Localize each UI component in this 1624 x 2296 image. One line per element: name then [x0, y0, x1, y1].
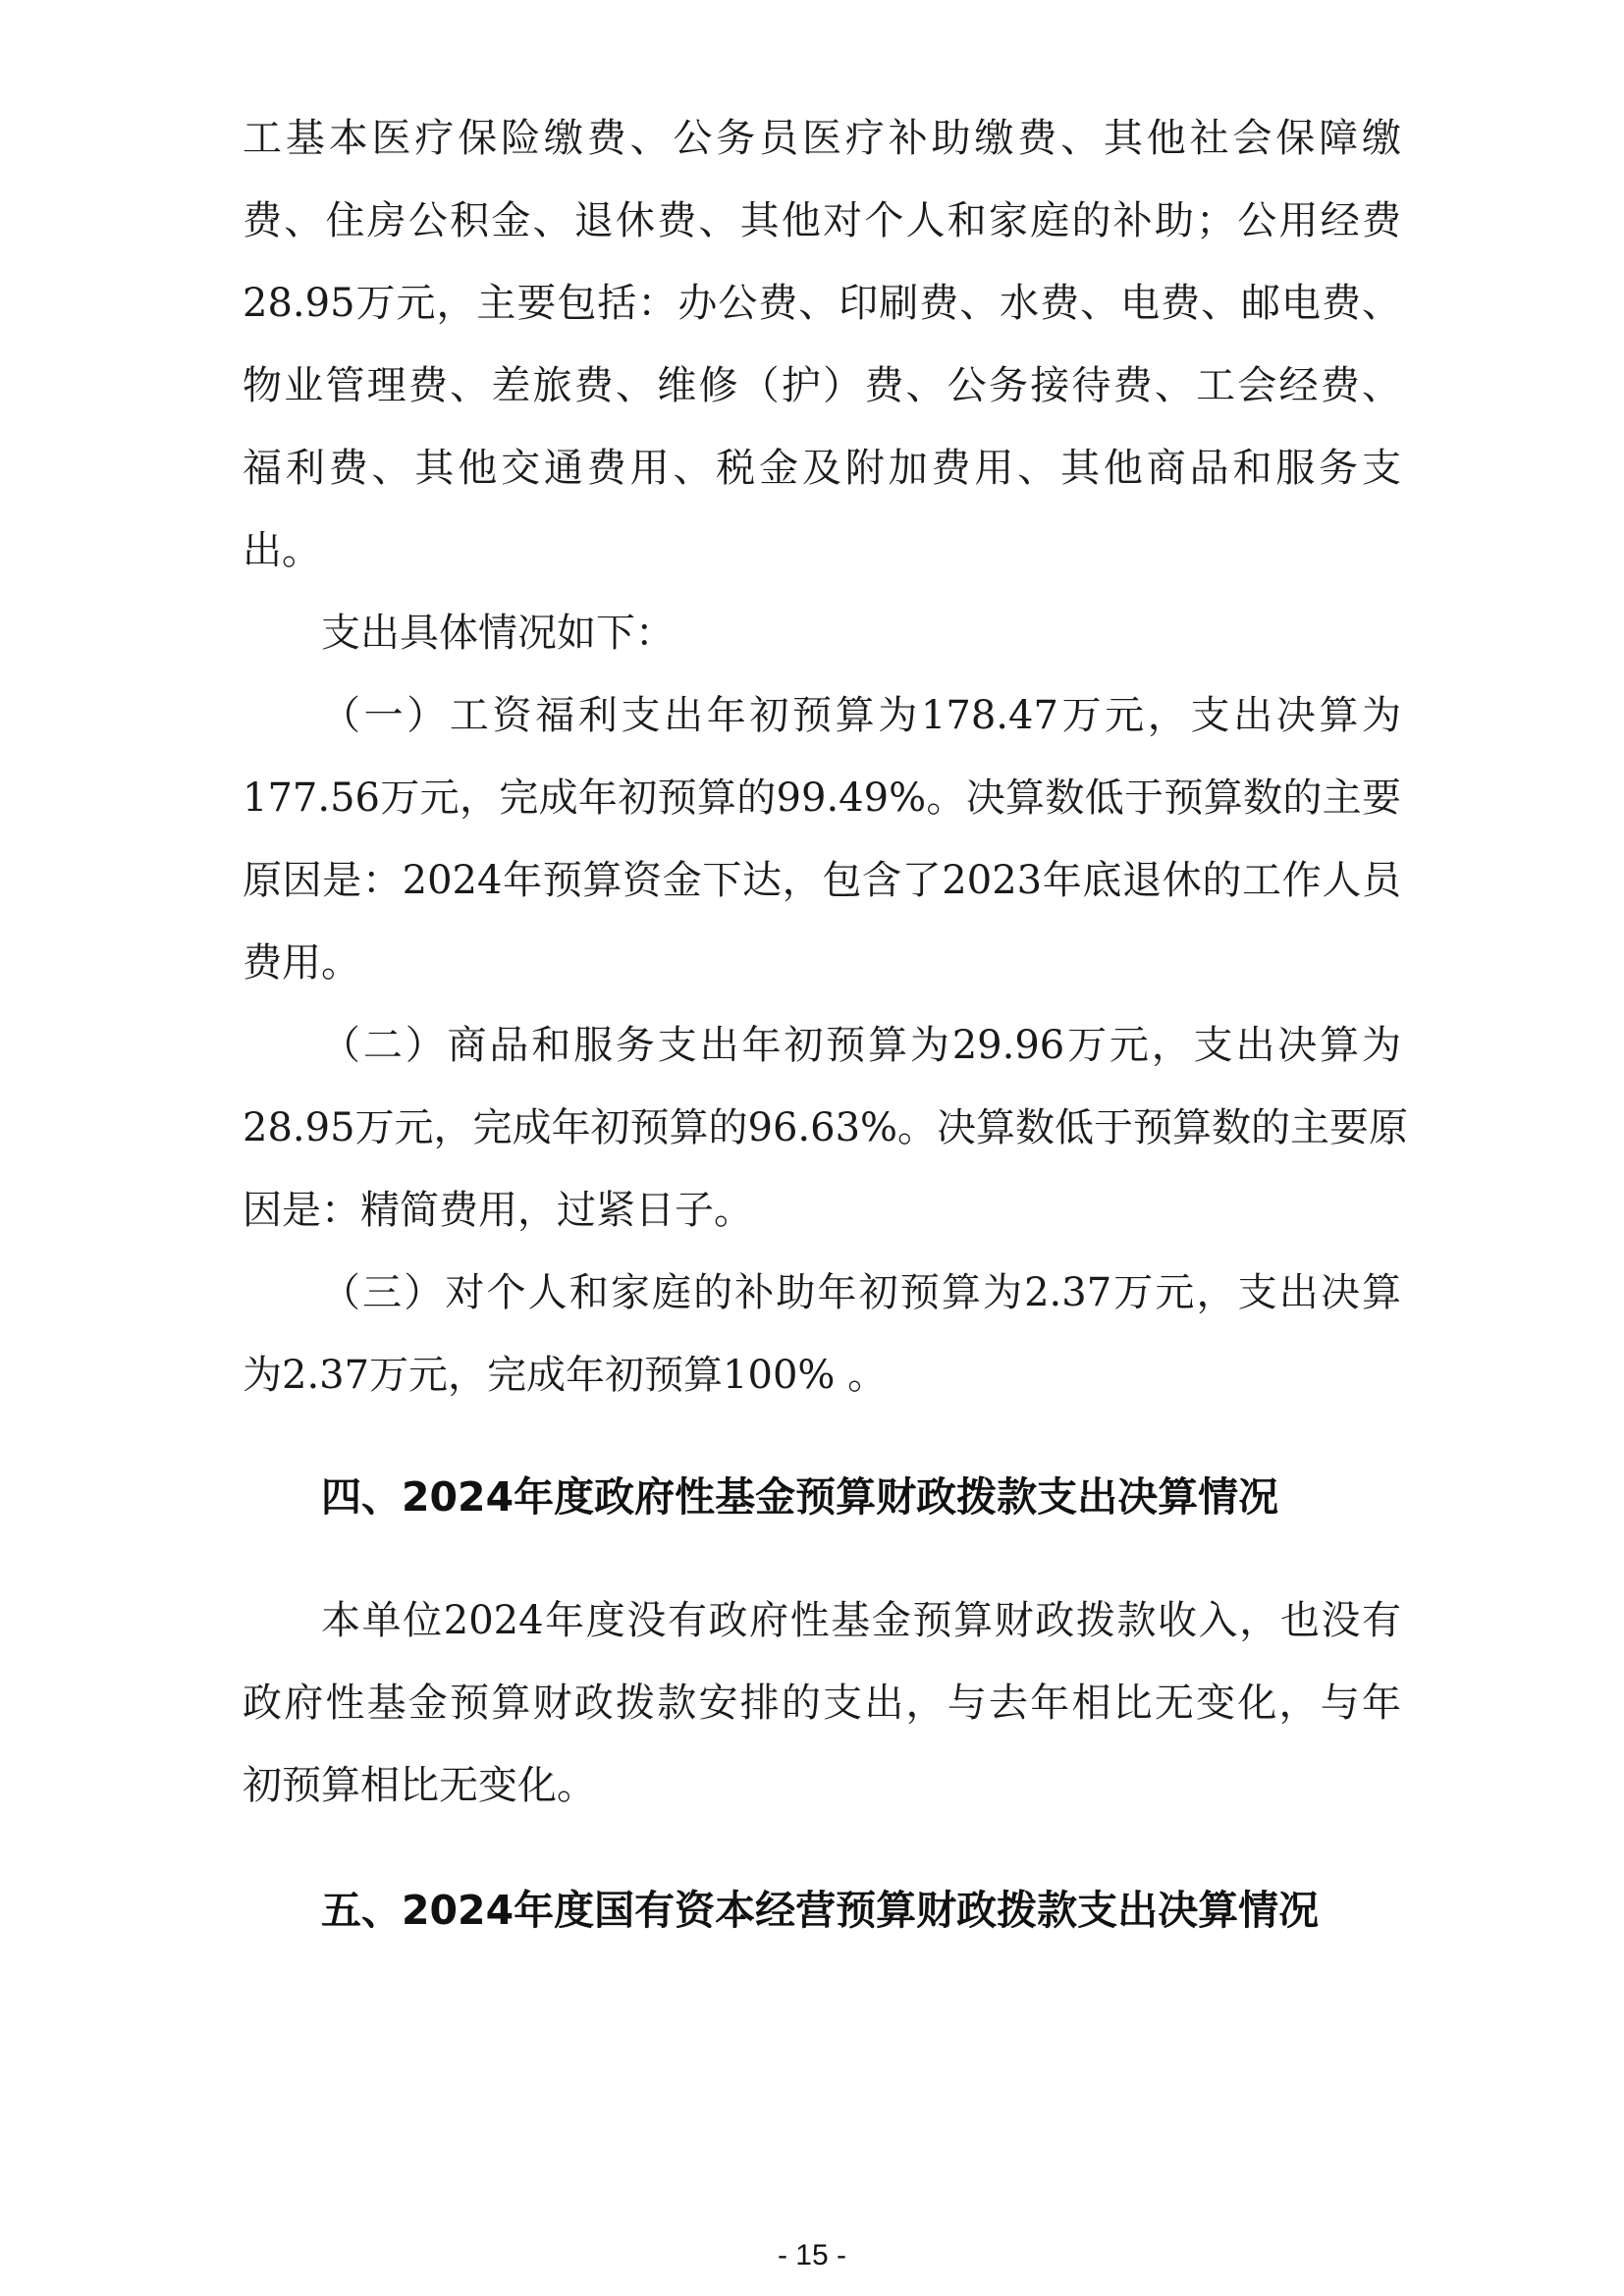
section-heading: 五、2024年度国有资本经营预算财政拨款支出决算情况: [321, 1887, 1320, 1934]
paragraph-line: 原因是：2024年预算资金下达，包含了2023年底退休的工作人员: [243, 858, 1401, 903]
paragraph-line: （一）工资福利支出年初预算为178.47万元，支出决算为: [321, 693, 1401, 738]
paragraph-line: 28.95万元，完成年初预算的96.63%。决算数低于预算数的主要原: [243, 1105, 1409, 1150]
paragraph-line: 因是：精简费用，过紧日子。: [243, 1188, 753, 1233]
section-heading: 四、2024年度政府性基金预算财政拨款支出决算情况: [321, 1473, 1279, 1521]
paragraph-line: 工基本医疗保险缴费、公务员医疗补助缴费、其他社会保障缴: [243, 116, 1401, 161]
paragraph-line: 为2.37万元，完成年初预算100% 。: [243, 1353, 888, 1398]
paragraph-line: 177.56万元，完成年初预算的99.49%。决算数低于预算数的主要: [243, 775, 1401, 821]
paragraph-line: 费、住房公积金、退休费、其他对个人和家庭的补助；公用经费: [243, 198, 1401, 243]
paragraph-line: （三）对个人和家庭的补助年初预算为2.37万元，支出决算: [321, 1270, 1401, 1315]
paragraph-line: 初预算相比无变化。: [243, 1763, 596, 1808]
paragraph-line: 政府性基金预算财政拨款安排的支出，与去年相比无变化，与年: [243, 1681, 1401, 1726]
paragraph-line: 本单位2024年度没有政府性基金预算财政拨款收入，也没有: [321, 1598, 1401, 1643]
paragraph-line: （二）商品和服务支出年初预算为29.96万元，支出决算为: [321, 1023, 1401, 1068]
paragraph-line: 物业管理费、差旅费、维修（护）费、公务接待费、工会经费、: [243, 363, 1401, 408]
page-number: - 15 -: [777, 2239, 847, 2271]
paragraph-line: 福利费、其他交通费用、税金及附加费用、其他商品和服务支: [243, 446, 1401, 491]
paragraph-line: 出。: [243, 528, 321, 573]
paragraph-line: 费用。: [243, 940, 360, 986]
paragraph-line: 支出具体情况如下：: [321, 611, 675, 656]
paragraph-line: 28.95万元，主要包括：办公费、印刷费、水费、电费、邮电费、: [243, 281, 1401, 326]
